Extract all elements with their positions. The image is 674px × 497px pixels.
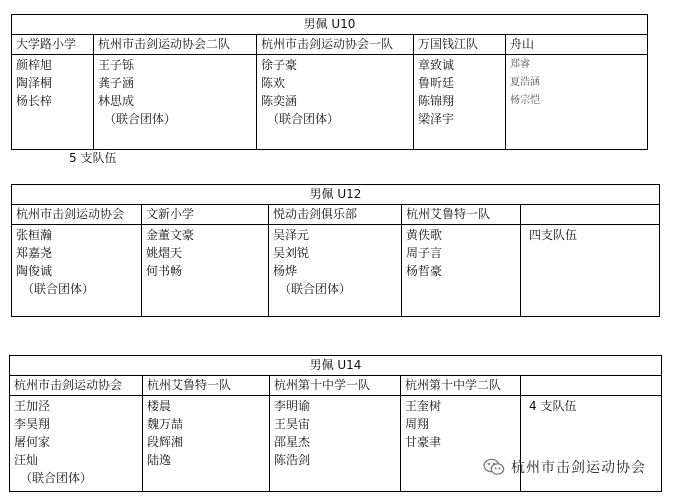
u14-title: 男佩 U14	[10, 356, 662, 376]
member-name: 邵星杰	[274, 435, 311, 449]
member-name: 章致诚	[418, 58, 455, 72]
joint-team-note: （联合团体）	[20, 471, 93, 485]
member-name: 杨烨	[273, 264, 298, 278]
member-name: 梁泽宇	[418, 112, 455, 126]
team-name: 悦动击剑俱乐部	[269, 205, 402, 225]
u10-title: 男佩 U10	[12, 15, 648, 35]
member-name: 金董文豪	[146, 228, 195, 242]
team-members	[270, 396, 401, 492]
member-name: 段辉湘	[147, 435, 184, 449]
member-name: 魏万喆	[147, 417, 184, 431]
member-name: 吴泽元	[273, 228, 310, 242]
member-name: 徐子豪	[261, 58, 298, 72]
team-name: 杭州第十中学二队	[401, 376, 521, 396]
joint-team-note: （联合团体）	[104, 112, 177, 126]
member-name: 王加泾	[14, 399, 51, 413]
member-name: 姚熠天	[146, 246, 183, 260]
team-members	[10, 396, 143, 492]
member-name: 陆逸	[147, 453, 172, 467]
team-members	[94, 55, 257, 150]
member-name: 郑睿	[510, 59, 530, 70]
watermark-text: 杭州市击剑运动协会	[511, 460, 646, 476]
member-name: 杨宗恺	[510, 95, 540, 106]
team-members	[269, 225, 402, 317]
member-name: 郑嘉尧	[16, 246, 53, 260]
u10-table	[11, 14, 648, 150]
member-name: 李昊翔	[14, 417, 51, 431]
team-name: 杭州市击剑运动协会	[10, 376, 143, 396]
member-name: 鲁昕廷	[418, 76, 455, 90]
member-name: 杨长梓	[16, 94, 53, 108]
u12-title: 男佩 U12	[12, 185, 660, 205]
team-members	[12, 55, 94, 150]
team-name: 舟山	[506, 35, 648, 55]
team-name: 杭州第十中学一队	[270, 376, 401, 396]
team-name: 杭州市击剑运动协会一队	[257, 35, 414, 55]
member-name: 周子言	[406, 246, 443, 260]
joint-team-note: （联合团体）	[22, 282, 95, 296]
wechat-icon	[483, 458, 505, 476]
team-name: 万国钱江队	[414, 35, 506, 55]
u12-table	[11, 184, 660, 317]
member-name: 屠何家	[14, 435, 51, 449]
member-name: 王奎树	[405, 399, 442, 413]
member-name: 何书畅	[146, 264, 183, 278]
member-name: 吴刘锐	[273, 246, 310, 260]
member-name: 陶俊诚	[16, 264, 53, 278]
member-name: 杨哲豪	[406, 264, 443, 278]
member-name: 甘豪聿	[405, 435, 442, 449]
team-members	[506, 55, 648, 150]
member-name: 陈奕涵	[261, 94, 298, 108]
team-name: 文新小学	[142, 205, 269, 225]
team-members	[12, 225, 142, 317]
u10-team-count: 5 支队伍	[69, 151, 117, 165]
team-members	[402, 225, 521, 317]
member-name: 王子铄	[98, 58, 135, 72]
member-name: 王昊宙	[274, 417, 311, 431]
u12-team-count: 四支队伍	[529, 228, 578, 242]
member-name: 周翔	[405, 417, 430, 431]
team-name: 杭州市击剑运动协会二队	[94, 35, 257, 55]
joint-team-note: （联合团体）	[279, 282, 352, 296]
team-members	[143, 396, 270, 492]
member-name: 龚子涵	[98, 76, 135, 90]
member-name: 夏浩涵	[510, 77, 540, 88]
member-name: 林思成	[98, 94, 135, 108]
member-name: 楼晨	[147, 399, 172, 413]
member-name: 李明谕	[274, 399, 311, 413]
team-members	[401, 396, 521, 492]
u14-team-count: 4 支队伍	[529, 399, 577, 413]
member-name: 陈浩剑	[274, 453, 311, 467]
team-members	[142, 225, 269, 317]
member-name: 汪灿	[14, 453, 39, 467]
team-members	[414, 55, 506, 150]
team-name: 杭州艾鲁特一队	[402, 205, 521, 225]
member-name: 黄佚歌	[406, 228, 443, 242]
member-name: 陈欢	[261, 76, 286, 90]
watermark	[483, 457, 646, 477]
member-name: 陈锦翔	[418, 94, 455, 108]
member-name: 陶泽桐	[16, 76, 53, 90]
member-name: 颜梓旭	[16, 58, 53, 72]
team-name: 杭州艾鲁特一队	[143, 376, 270, 396]
team-name: 杭州市击剑运动协会	[12, 205, 142, 225]
team-name: 大学路小学	[12, 35, 94, 55]
team-members	[257, 55, 414, 150]
member-name: 张桓瀚	[16, 228, 53, 242]
joint-team-note: （联合团体）	[267, 112, 340, 126]
